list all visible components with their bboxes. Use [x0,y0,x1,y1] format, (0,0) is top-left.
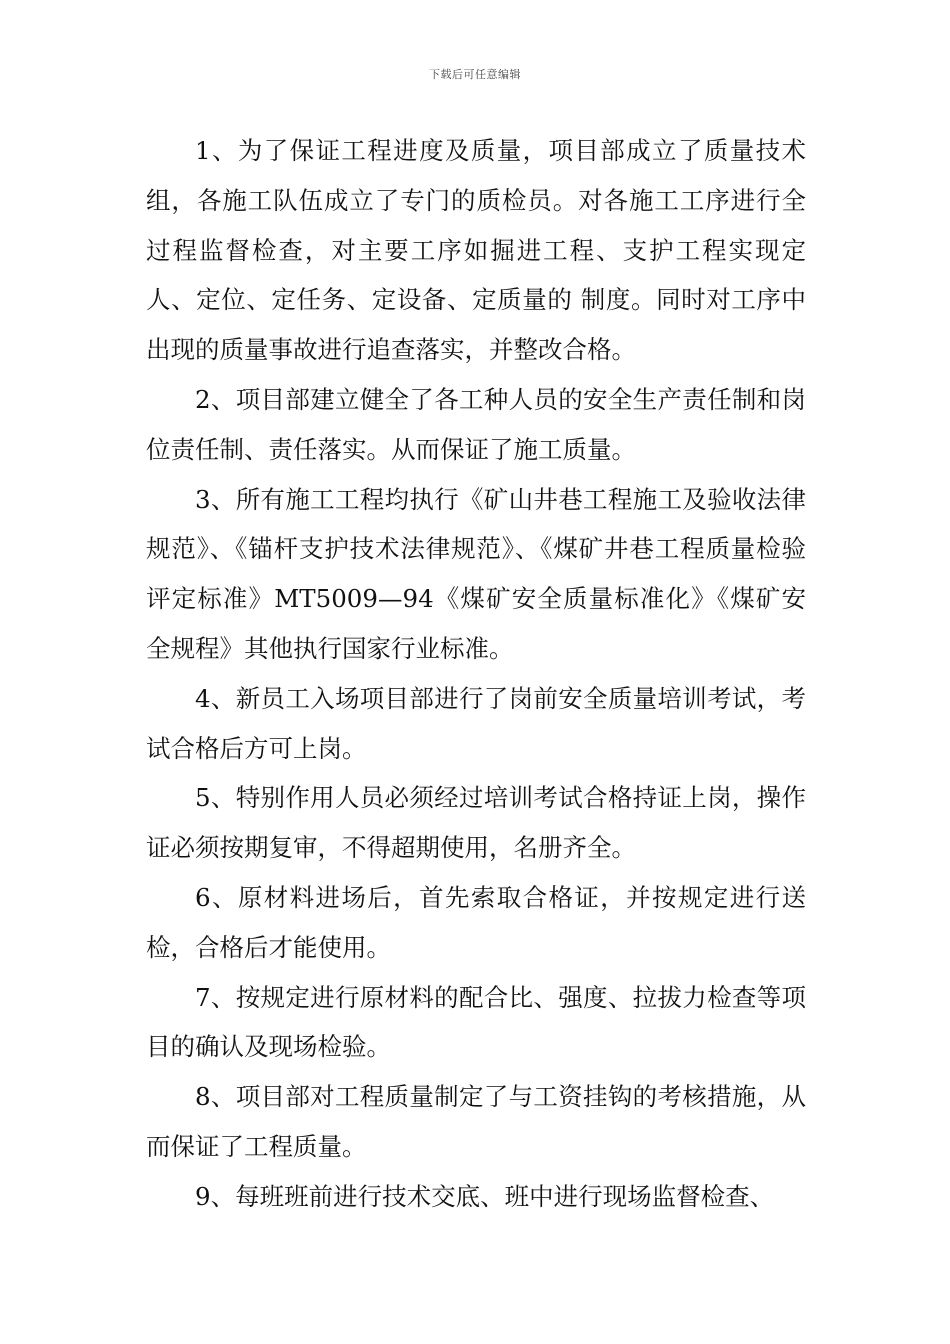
paragraph-5: 5、特别作用人员必须经过培训考试合格持证上岗，操作证必须按期复审，不得超期使用，名册齐全。 [146,783,806,863]
paragraph-8: 8、项目部对工程质量制定了与工资挂钩的考核措施，从而保证了工程质量。 [146,1082,806,1161]
paragraph-4: 4、新员工入场项目部进行了岗前安全质量培训考试，考试合格后方可上岗。 [146,683,806,763]
paragraph-3: 3、所有施工工程均执行《矿山井巷工程施工及验收法律规范》、《锚杆支护技术法律规范》、《煤矿井巷工程质量检验评定标准》MT5009—94《煤矿安全质量标准化》《煤矿安全规程》其他执行国家行业标准。 [146,484,806,663]
paragraph-9: 9、每班班前进行技术交底、班中进行现场监督检查、 [195,1181,775,1211]
page-header: 下载后可任意编辑 [429,68,521,81]
paragraph-6: 6、原材料进场后，首先索取合格证，并按规定进行送检，合格后才能使用。 [146,882,806,962]
paragraph-1: 1、为了保证工程进度及质量，项目部成立了质量技术组，各施工队伍成立了专门的质检员。对各施工工序进行全过程监督检查，对主要工序如掘进工程、支护工程实现定人、定位、定任务、定设备、定质量的 制度。同时对工序中出现的质量事故进行追查落实，并整改合格。 [146,136,806,365]
paragraph-7: 7、按规定进行原材料的配合比、强度、拉拔力检查等项目的确认及现场检验。 [146,982,806,1062]
paragraph-2: 2、项目部建立健全了各工种人员的安全生产责任制和岗位责任制、责任落实。从而保证了施工质量。 [146,384,806,464]
document-body [146,126,806,1222]
